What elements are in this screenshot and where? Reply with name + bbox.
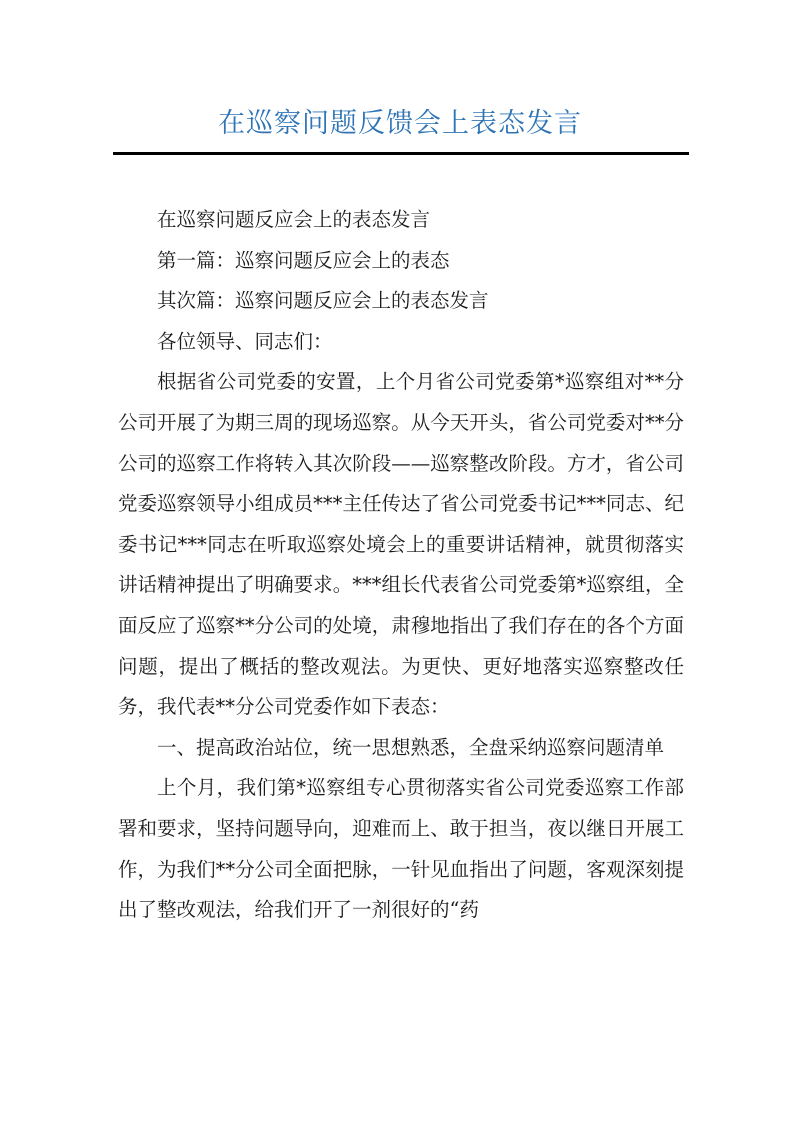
document-body <box>118 200 684 931</box>
paragraph-part-two: 其次篇：巡察问题反应会上的表态发言 <box>157 289 489 313</box>
paragraph-section-body: 上个月，我们第*巡察组专心贯彻落实省公司党委巡察工作部署和要求，坚持问题导向，迎难而上、敢于担当，夜以继日开展工作，为我们**分公司全面把脉，一针见血指出了问题，客观深刻提出了整改观法，给我们开了一剂很好的“药 <box>118 776 684 922</box>
document-title: 在巡察问题反馈会上表态发言 <box>218 108 582 139</box>
paragraph-salutation: 各位领导、同志们： <box>157 329 333 353</box>
title-divider <box>113 152 689 155</box>
paragraph-intro: 根据省公司党委的安置，上个月省公司党委第*巡察组对**分公司开展了为期三周的现场巡察。从今天开头，省公司党委对**分公司的巡察工作将转入其次阶段——巡察整改阶段。方才，省公司党委巡察领导小组成员***主任传达了省公司党委书记***同志、纪委书记***同志在听取巡察处境会上的重要讲话精神，就贯彻落实讲话精神提出了明确要求。***组长代表省公司党委第*巡察组，全面反应了巡察**分公司的处境，肃穆地指出了我们存在的各个方面问题，提出了概括的整改观法。为更快、更好地落实巡察整改任务，我代表**分公司党委作如下表态： <box>118 370 684 719</box>
paragraph-part-one: 第一篇：巡察问题反应会上的表态 <box>157 248 450 272</box>
paragraph-subtitle: 在巡察问题反应会上的表态发言 <box>157 208 431 231</box>
paragraph-section-heading: 一、提高政治站位，统一思想熟悉，全盘采纳巡察问题清单 <box>157 735 665 759</box>
